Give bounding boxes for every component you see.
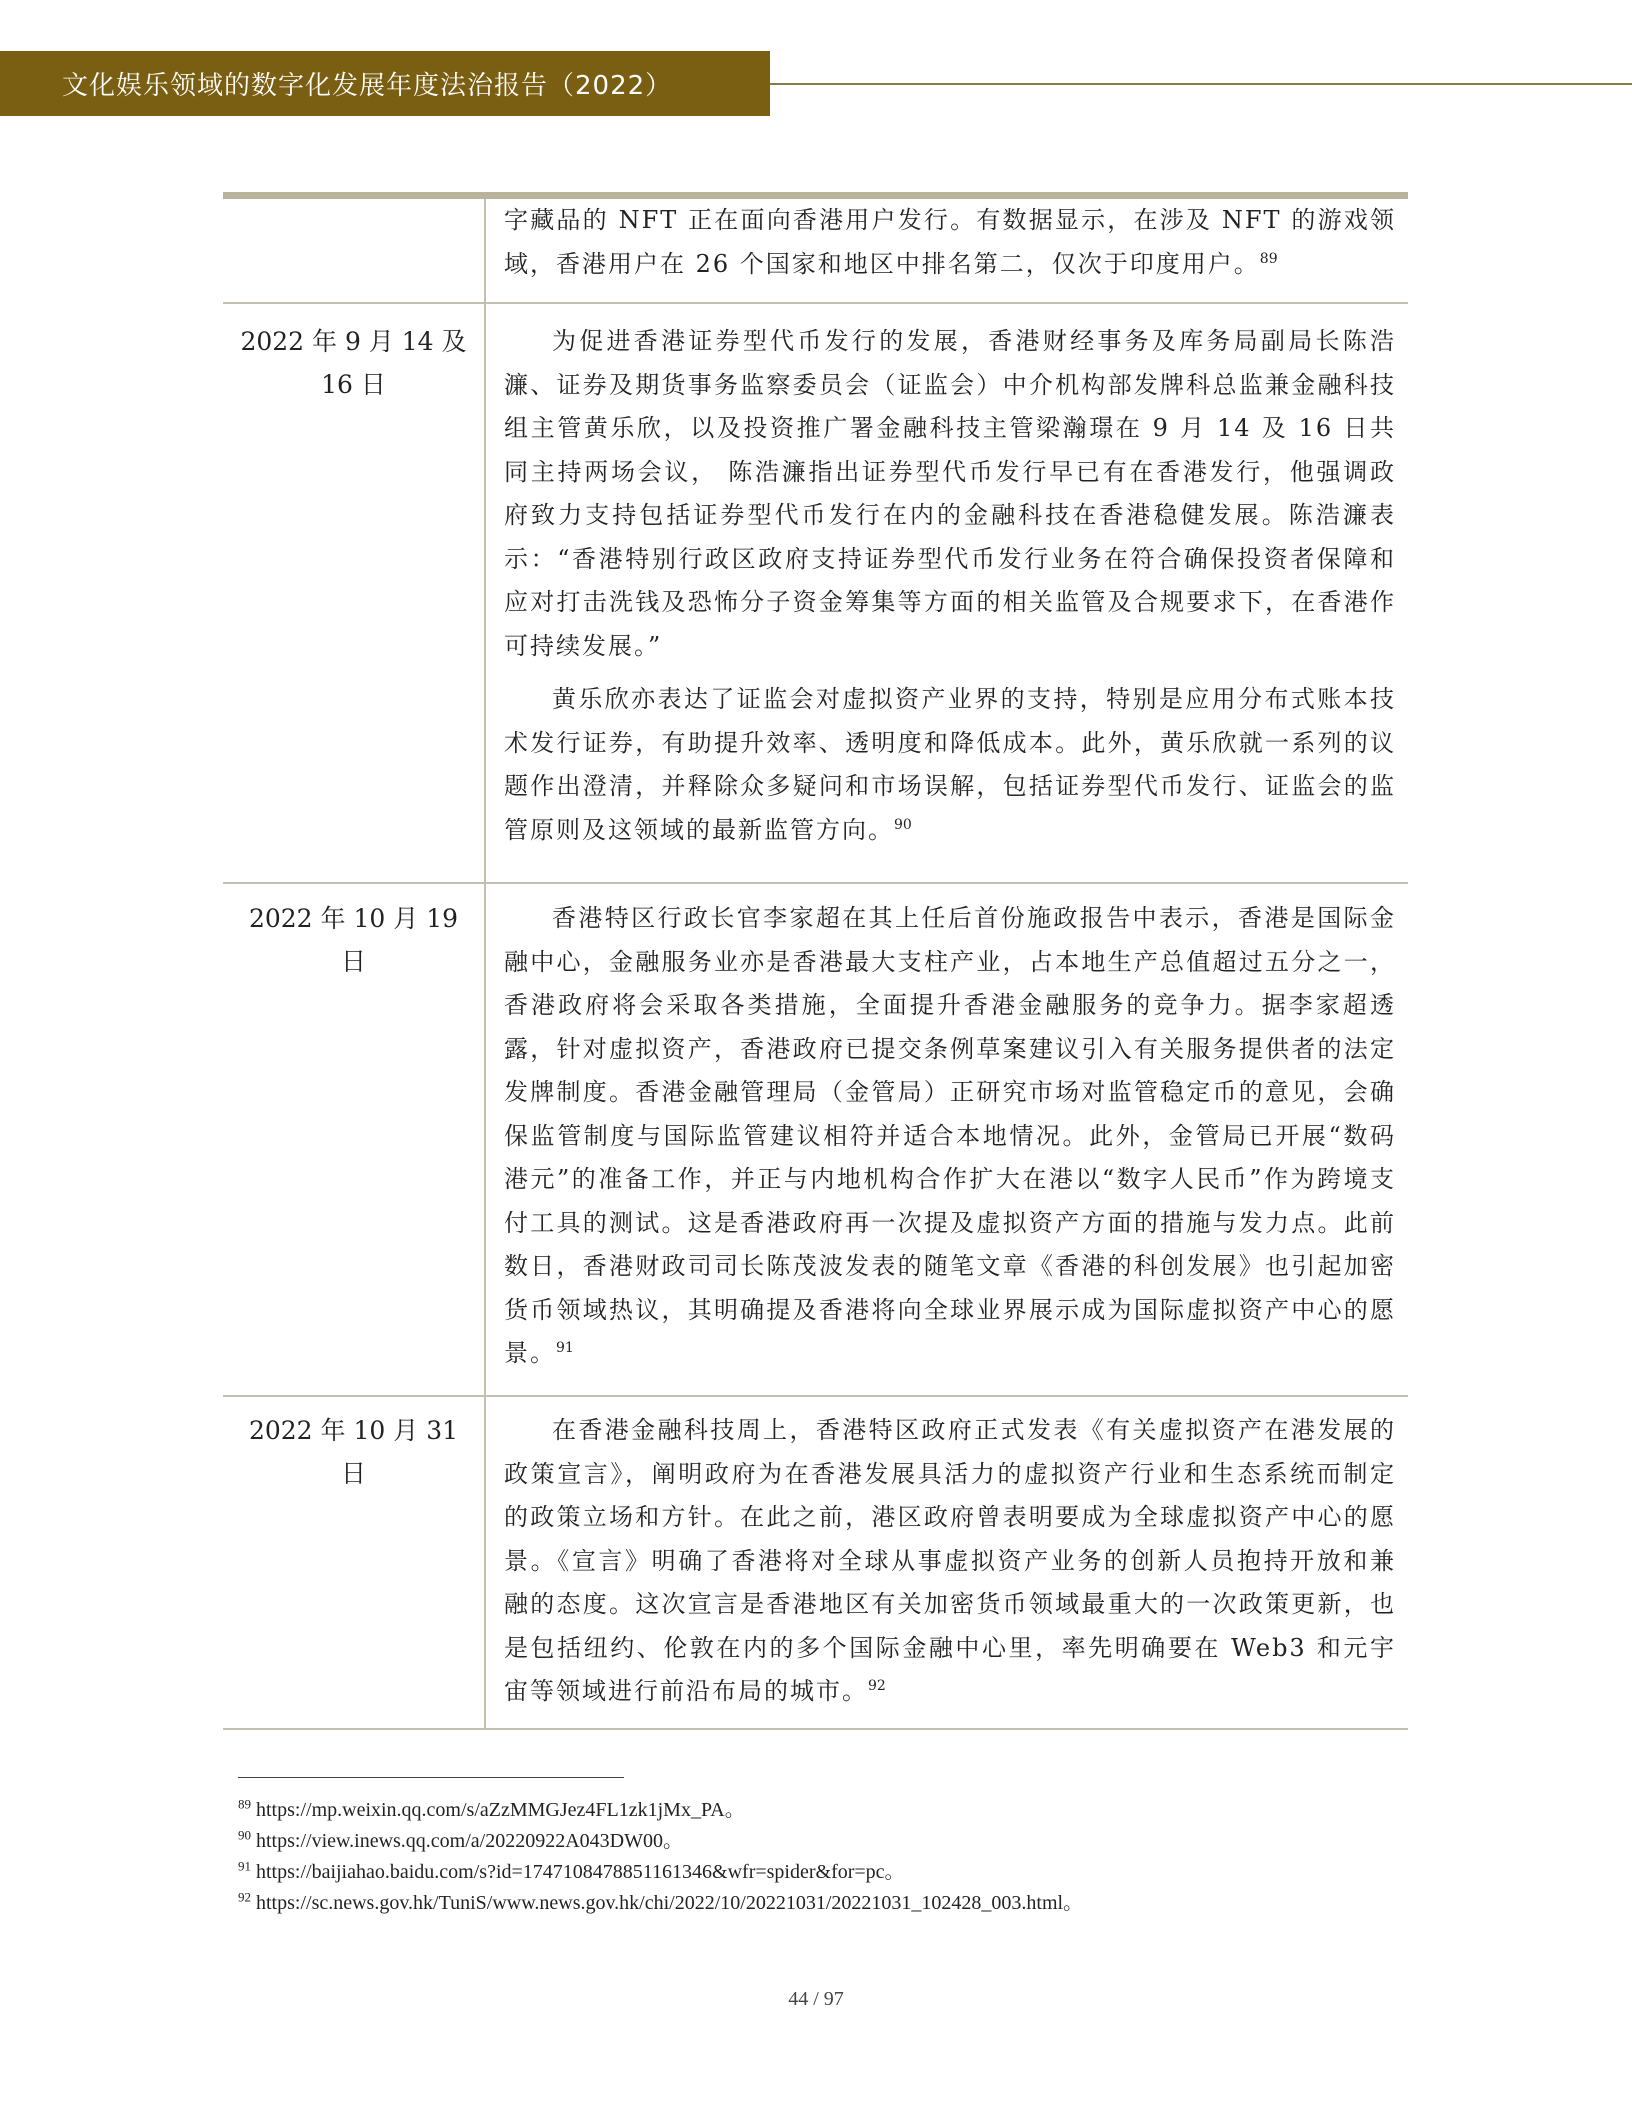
footnote-link[interactable]: https://sc.news.gov.hk/TuniS/www.news.gov.hk/chi/2022/10/20221031/20221031_102428_003.html。 <box>256 1892 1084 1914</box>
paragraph-text: 为促进香港证券型代币发行的发展，香港财经事务及库务局副局长陈浩濂、证券及期货事务监察委员会（证监会）中介机构部发牌科总监兼金融科技组主管黄乐欣，以及投资推广署金融科技主管梁瀚璟在 9 月 14 及 16 日共同主持两场会议， 陈浩濂指出证券型代币发行早已有在香港发行，他强调政府致力支持包括证券型代币发行在内的金融科技在香港稳健发展。陈浩濂表示：“香港特别行政区政府支持证券型代币发行业务在符合确保投资者保障和应对打击洗钱及恐怖分子资金筹集等方面的相关监管及合规要求下，在香港作可持续发展。” <box>504 327 1396 660</box>
footnote-ref[interactable]: 92 <box>868 1678 886 1694</box>
footnote-ref[interactable]: 91 <box>556 1340 574 1356</box>
date-cell: 2022 年 10 月 19 日 <box>223 884 486 1395</box>
footnote-link[interactable]: https://baijiahao.baidu.com/s?id=1747108478851161346&wfr=spider&for=pc。 <box>256 1861 905 1883</box>
date-cell: 2022 年 9 月 14 及 16 日 <box>223 304 486 882</box>
footnote-item <box>238 1888 1408 1919</box>
paragraph <box>504 1409 1396 1714</box>
content-cell <box>486 199 1408 302</box>
paragraph <box>504 199 1396 286</box>
footnote-mark: 90 <box>238 1827 251 1843</box>
report-title: 文化娱乐领域的数字化发展年度法治报告（2022） <box>62 71 673 101</box>
footnote-item <box>238 1857 1408 1888</box>
table-top-rule <box>223 192 1408 199</box>
table-row <box>223 199 1408 304</box>
page-number: 44 / 97 <box>788 1988 844 2010</box>
table-row <box>223 1397 1408 1730</box>
paragraph <box>504 678 1396 852</box>
paragraph-text: 黄乐欣亦表达了证监会对虚拟资产业界的支持，特别是应用分布式账本技术发行证券，有助提升效率、透明度和降低成本。此外，黄乐欣就一系列的议题作出澄清，并释除众多疑问和市场误解，包括证券型代币发行、证监会的监管原则及这领域的最新监管方向。 <box>504 685 1396 844</box>
header-band <box>0 51 770 116</box>
footnote-link[interactable]: https://mp.weixin.qq.com/s/aZzMMGJez4FL1zk1jMx_PA。 <box>256 1799 745 1821</box>
footnote-mark: 91 <box>238 1858 251 1874</box>
chronology-table <box>223 199 1408 1730</box>
footnote-item <box>238 1795 1408 1826</box>
table-row <box>223 884 1408 1397</box>
footnote-separator <box>238 1777 624 1778</box>
footnote-ref[interactable]: 89 <box>1259 250 1278 267</box>
date-cell <box>223 199 486 302</box>
content-cell <box>486 304 1408 882</box>
paragraph <box>504 320 1396 668</box>
footnote-item <box>238 1826 1408 1857</box>
footnote-mark: 92 <box>238 1889 251 1905</box>
header-rule <box>770 83 1632 85</box>
content-cell <box>486 1397 1408 1728</box>
footnote-link[interactable]: https://view.inews.qq.com/a/20220922A043DW00。 <box>256 1830 683 1852</box>
table-row <box>223 304 1408 884</box>
paragraph-text: 香港特区行政长官李家超在其上任后首份施政报告中表示，香港是国际金融中心，金融服务业亦是香港最大支柱产业，占本地生产总值超过五分之一，香港政府将会采取各类措施，全面提升香港金融服务的竞争力。据李家超透露，针对虚拟资产，香港政府已提交条例草案建议引入有关服务提供者的法定发牌制度。香港金融管理局（金管局）正研究市场对监管稳定币的意见，会确保监管制度与国际监管建议相符并适合本地情况。此外，金管局已开展“数码港元”的准备工作，并正与内地机构合作扩大在港以“数字人民币”作为跨境支付工具的测试。这是香港政府再一次提及虚拟资产方面的措施与发力点。此前数日，香港财政司司长陈茂波发表的随笔文章《香港的科创发展》也引起加密货币领域热议，其明确提及香港将向全球业界展示成为国际虚拟资产中心的愿景。 <box>504 904 1396 1367</box>
date-cell: 2022 年 10 月 31 日 <box>223 1397 486 1728</box>
paragraph <box>504 897 1396 1376</box>
footnote-ref[interactable]: 90 <box>894 816 912 833</box>
footnote-mark: 89 <box>238 1796 251 1812</box>
footnotes <box>238 1795 1408 1919</box>
paragraph-text: 字藏品的 NFT 正在面向香港用户发行。有数据显示，在涉及 NFT 的游戏领域，香港用户在 26 个国家和地区中排名第二，仅次于印度用户。 <box>504 206 1396 278</box>
content-cell <box>486 884 1408 1395</box>
paragraph-text: 在香港金融科技周上，香港特区政府正式发表《有关虚拟资产在港发展的政策宣言》，阐明政府为在香港发展具活力的虚拟资产行业和生态系统而制定的政策立场和方针。在此之前，港区政府曾表明要成为全球虚拟资产中心的愿景。《宣言》明确了香港将对全球从事虚拟资产业务的创新人员抱持开放和兼融的态度。这次宣言是香港地区有关加密货币领域最重大的一次政策更新，也是包括纽约、伦敦在内的多个国际金融中心里，率先明确要在 Web3 和元宇宙等领域进行前沿布局的城市。 <box>504 1416 1396 1705</box>
